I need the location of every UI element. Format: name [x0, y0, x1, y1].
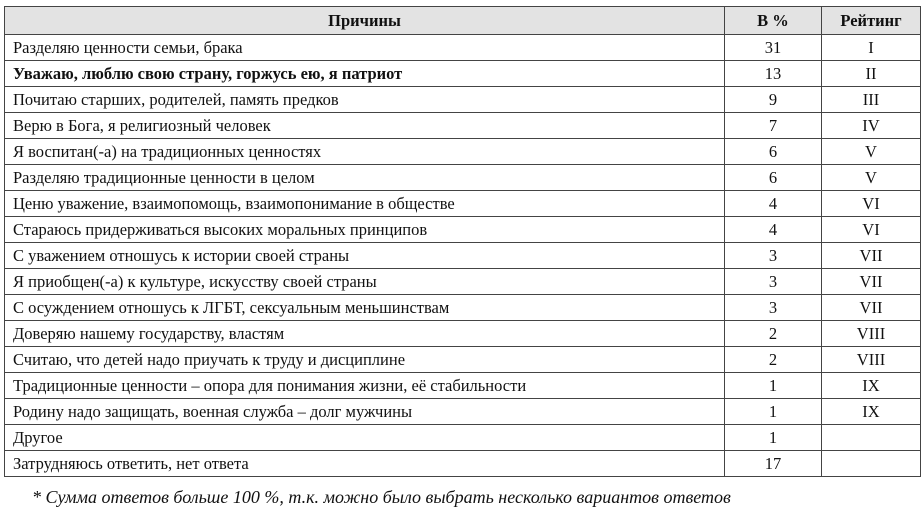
- table-row: [5, 87, 921, 113]
- rating-cell: VIII: [822, 321, 921, 347]
- percent-cell: 6: [725, 139, 822, 165]
- reason-cell: Разделяю ценности семьи, брака: [5, 35, 725, 61]
- table-row: [5, 191, 921, 217]
- rating-cell: III: [822, 87, 921, 113]
- reason-cell: Затрудняюсь ответить, нет ответа: [5, 451, 725, 477]
- header-reasons: Причины: [5, 7, 725, 35]
- percent-cell: 1: [725, 425, 822, 451]
- rating-cell: VI: [822, 191, 921, 217]
- table-row: [5, 61, 921, 87]
- reasons-table: [4, 6, 921, 477]
- reason-cell: Почитаю старших, родителей, память предков: [5, 87, 725, 113]
- table-row: [5, 35, 921, 61]
- reason-cell: Ценю уважение, взаимопомощь, взаимопонимание в обществе: [5, 191, 725, 217]
- percent-cell: 6: [725, 165, 822, 191]
- rating-cell: VII: [822, 269, 921, 295]
- rating-cell: IX: [822, 373, 921, 399]
- rating-cell: II: [822, 61, 921, 87]
- table-row: [5, 451, 921, 477]
- rating-cell: IX: [822, 399, 921, 425]
- reason-cell: Доверяю нашему государству, властям: [5, 321, 725, 347]
- table-row: [5, 425, 921, 451]
- percent-cell: 13: [725, 61, 822, 87]
- table-row: [5, 139, 921, 165]
- table-row: [5, 217, 921, 243]
- percent-cell: 2: [725, 347, 822, 373]
- rating-cell: VIII: [822, 347, 921, 373]
- reason-cell: Считаю, что детей надо приучать к труду и дисциплине: [5, 347, 725, 373]
- table-row: [5, 321, 921, 347]
- table-row: [5, 113, 921, 139]
- table-row: [5, 295, 921, 321]
- rating-cell: [822, 451, 921, 477]
- reason-cell: Я приобщен(-а) к культуре, искусству своей страны: [5, 269, 725, 295]
- percent-cell: 3: [725, 243, 822, 269]
- rating-cell: V: [822, 139, 921, 165]
- reason-cell: С уважением отношусь к истории своей страны: [5, 243, 725, 269]
- percent-cell: 9: [725, 87, 822, 113]
- percent-cell: 2: [725, 321, 822, 347]
- table-header-row: [5, 7, 921, 35]
- table-row: [5, 165, 921, 191]
- rating-cell: [822, 425, 921, 451]
- footnote: * Сумма ответов больше 100 %, т.к. можно было выбрать несколько вариантов ответов: [32, 487, 731, 507]
- table-row: [5, 373, 921, 399]
- reason-cell: Другое: [5, 425, 725, 451]
- reason-cell: Уважаю, люблю свою страну, горжусь ею, я патриот: [5, 61, 725, 87]
- percent-cell: 1: [725, 399, 822, 425]
- reason-cell: Традиционные ценности – опора для понимания жизни, её стабильности: [5, 373, 725, 399]
- reason-cell: Верю в Бога, я религиозный человек: [5, 113, 725, 139]
- rating-cell: IV: [822, 113, 921, 139]
- reason-cell: Стараюсь придерживаться высоких моральных принципов: [5, 217, 725, 243]
- percent-cell: 4: [725, 191, 822, 217]
- table-row: [5, 269, 921, 295]
- rating-cell: VII: [822, 295, 921, 321]
- reason-cell: С осуждением отношусь к ЛГБТ, сексуальным меньшинствам: [5, 295, 725, 321]
- table-row: [5, 399, 921, 425]
- percent-cell: 1: [725, 373, 822, 399]
- reason-cell: Родину надо защищать, военная служба – долг мужчины: [5, 399, 725, 425]
- reason-cell: Я воспитан(-а) на традиционных ценностях: [5, 139, 725, 165]
- percent-cell: 3: [725, 295, 822, 321]
- rating-cell: VI: [822, 217, 921, 243]
- percent-cell: 3: [725, 269, 822, 295]
- header-percent: В %: [725, 7, 822, 35]
- table-row: [5, 243, 921, 269]
- table-row: [5, 347, 921, 373]
- percent-cell: 7: [725, 113, 822, 139]
- rating-cell: V: [822, 165, 921, 191]
- percent-cell: 4: [725, 217, 822, 243]
- reason-cell: Разделяю традиционные ценности в целом: [5, 165, 725, 191]
- header-rating: Рейтинг: [822, 7, 921, 35]
- percent-cell: 31: [725, 35, 822, 61]
- rating-cell: VII: [822, 243, 921, 269]
- rating-cell: I: [822, 35, 921, 61]
- percent-cell: 17: [725, 451, 822, 477]
